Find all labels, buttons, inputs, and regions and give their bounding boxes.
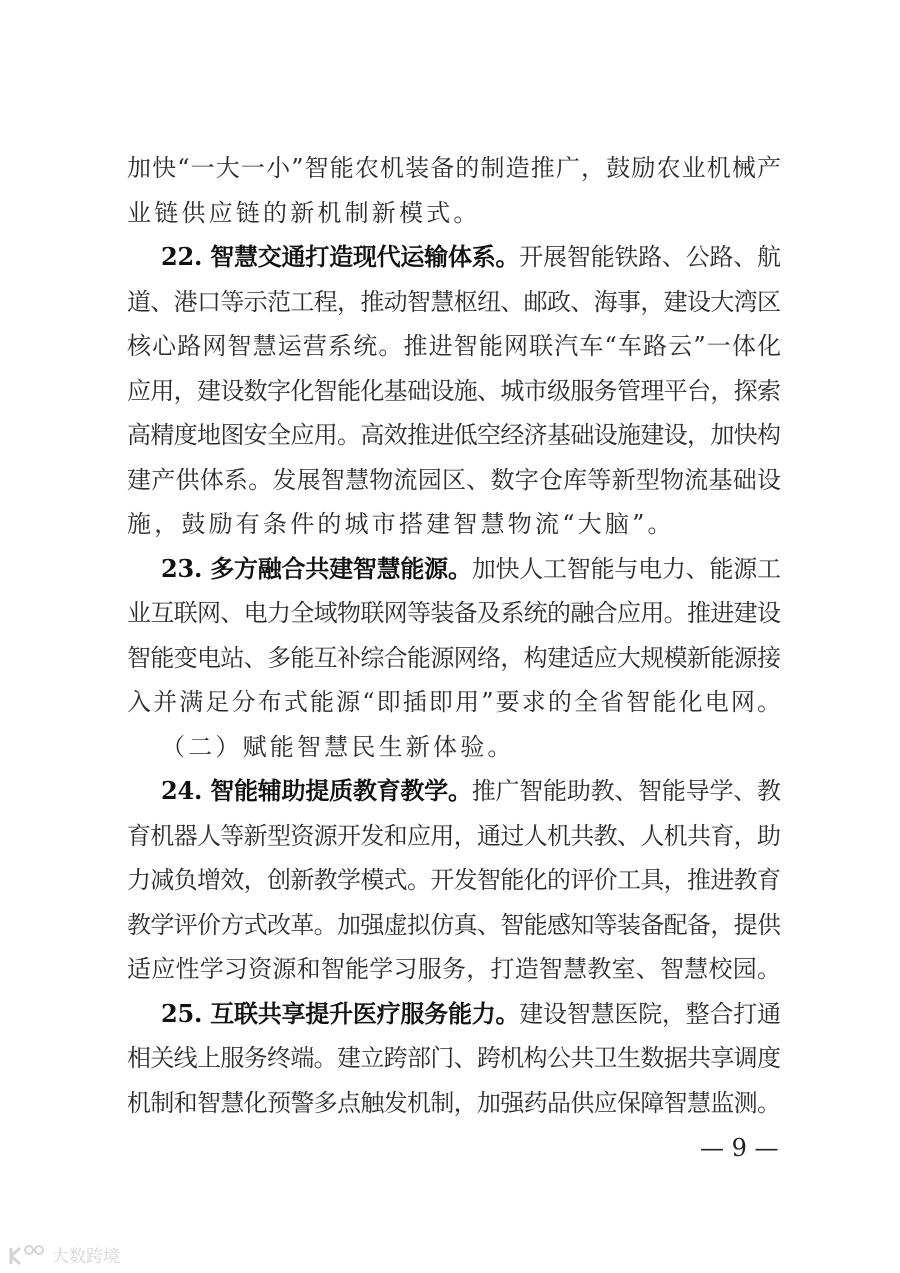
line-text: 业互联网、电力全域物联网等装备及系统的融合应用。推进建设: [127, 599, 781, 627]
line-text: 道、港口等示范工程，推动智慧枢纽、邮政、海事，建设大湾区: [127, 287, 781, 316]
text-line: [127, 995, 781, 1040]
text-line: [127, 416, 781, 461]
line-text: 建产供体系。发展智慧物流园区、数字仓库等新型物流基础设: [127, 465, 782, 494]
text-line: [127, 594, 781, 639]
text-line: [127, 728, 781, 773]
watermark-logo-icon: [8, 1244, 46, 1266]
line-text: 核心路网智慧运营系统。推进智能网联汽车“车路云”一体化: [127, 332, 783, 360]
text-line: [127, 861, 781, 906]
line-text: 力减负增效，创新教学模式。开发智能化的评价工具，推进教育: [127, 866, 781, 894]
line-text: 业链供应链的新机制新模式。: [127, 198, 481, 227]
text-line: [127, 149, 781, 194]
line-text: （二）赋能智慧民生新体验。: [161, 732, 515, 761]
line-text: 推广智能助教、智能导学、教: [471, 777, 781, 805]
line-text: 应用，建设数字化智能化基础设施、城市级服务管理平台，探索: [127, 376, 781, 405]
section-heading: 24. 智能辅助提质教育教学。: [161, 776, 472, 805]
text-line: [127, 505, 781, 550]
text-line: [127, 772, 781, 817]
text-line: [127, 327, 781, 372]
line-text: 加快人工智能与电力、能源工: [471, 554, 781, 583]
text-line: [127, 817, 781, 862]
text-line: [127, 950, 781, 995]
text-line: [127, 194, 781, 239]
text-line: [127, 238, 781, 283]
line-text: 教学评价方式改革。加强虚拟仿真、智能感知等装备配备，提供: [127, 910, 781, 939]
line-text: 入并满足分布式能源“即插即用”要求的全省智能化电网。: [127, 688, 784, 716]
line-text: 相关线上服务终端。建立跨部门、跨机构公共卫生数据共享调度: [127, 1044, 781, 1072]
line-text: 机制和智慧化预警多点触发机制，加强药品供应保障智慧监测。: [127, 1088, 781, 1117]
text-line: [127, 639, 781, 684]
section-heading: 23. 多方融合共建智慧能源。: [161, 553, 472, 583]
line-text: 开展智能铁路、公路、航: [519, 243, 781, 271]
text-line: [127, 283, 781, 328]
document-body: [127, 149, 784, 1128]
section-heading: 25. 互联共享提升医疗服务能力。: [161, 998, 520, 1028]
line-text: 施，鼓励有条件的城市搭建智慧物流“大脑”。: [127, 510, 675, 538]
line-text: 高精度地图安全应用。高效推进低空经济基础设施建设，加快构: [127, 421, 781, 449]
line-text: 加快“一大一小”智能农机装备的制造推广，鼓励农业机械产: [127, 154, 783, 182]
watermark-text: 大数跨境: [52, 1247, 120, 1267]
text-line: [127, 550, 781, 595]
watermark: [8, 1242, 120, 1267]
page-number: — 9 —: [700, 1134, 779, 1162]
line-text: 建设智慧医院，整合打通: [519, 999, 781, 1028]
line-text: 智能变电站、多能互补综合能源网络，构建适应大规模新能源接: [127, 643, 781, 672]
text-line: [127, 1084, 781, 1129]
text-line: [127, 683, 784, 728]
section-heading: 22. 智慧交通打造现代运输体系。: [161, 242, 520, 271]
text-line: [127, 1039, 781, 1084]
text-line: [127, 372, 781, 417]
line-text: 适应性学习资源和智能学习服务，打造智慧教室、智慧校园。: [127, 955, 782, 983]
text-line: [127, 461, 781, 506]
line-text: 育机器人等新型资源开发和应用，通过人机共教、人机共育，助: [127, 821, 781, 850]
text-line: [127, 906, 781, 951]
